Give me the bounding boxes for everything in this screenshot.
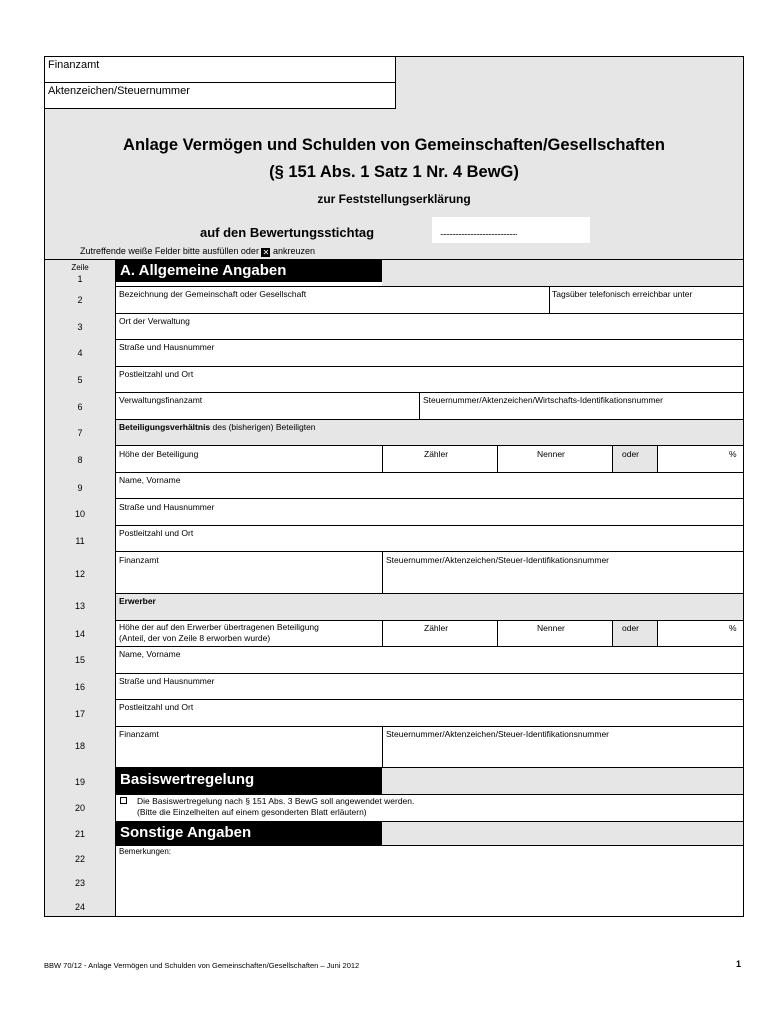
basis-text-2: (Bitte die Einzelheiten auf einem gesonderten Blatt erläutern) bbox=[137, 807, 367, 817]
row-number: 9 bbox=[77, 483, 83, 493]
field-ort-verwaltung: Ort der Verwaltung bbox=[119, 316, 190, 326]
field-hoehe-erwerber-2: (Anteil, der von Zeile 8 erworben wurde) bbox=[119, 633, 271, 643]
beteiligung-rest: des (bisherigen) Beteiligten bbox=[210, 422, 316, 432]
row-number: 6 bbox=[77, 402, 83, 412]
line bbox=[116, 392, 744, 393]
field-name: Name, Vorname bbox=[119, 649, 181, 659]
divider bbox=[419, 392, 420, 419]
page-number: 1 bbox=[736, 959, 742, 969]
line bbox=[116, 313, 744, 314]
row-number: 7 bbox=[77, 428, 83, 438]
field-percent: % bbox=[729, 623, 737, 633]
field-oder: oder bbox=[622, 623, 640, 633]
instruction-b: ankreuzen bbox=[272, 246, 315, 256]
line bbox=[116, 525, 744, 526]
row-number-divider bbox=[115, 259, 116, 916]
row-number: 24 bbox=[74, 902, 85, 912]
row-number: 18 bbox=[74, 741, 85, 751]
field-verwaltungsfinanzamt: Verwaltungsfinanzamt bbox=[119, 395, 203, 405]
field-steuernummer-id: Steuernummer/Aktenzeichen/Steuer-Identifikationsnummer bbox=[386, 729, 609, 739]
line bbox=[116, 767, 744, 768]
field-strasse: Straße und Hausnummer bbox=[119, 342, 215, 352]
field-strasse: Straße und Hausnummer bbox=[119, 676, 215, 686]
divider bbox=[549, 286, 550, 313]
basis-text-1: Die Basiswertregelung nach § 151 Abs. 3 BewG soll angewendet werden. bbox=[137, 796, 415, 806]
field-plz-ort: Postleitzahl und Ort bbox=[119, 369, 194, 379]
row-number: 2 bbox=[77, 295, 83, 305]
line bbox=[116, 551, 744, 552]
row-number: 23 bbox=[74, 878, 85, 888]
row-number: 16 bbox=[74, 682, 85, 692]
field-strasse: Straße und Hausnummer bbox=[119, 502, 215, 512]
row-number: 15 bbox=[74, 655, 85, 665]
line bbox=[116, 620, 744, 621]
divider bbox=[657, 445, 658, 472]
field-hoehe: Höhe der Beteiligung bbox=[119, 449, 199, 459]
line bbox=[116, 673, 744, 674]
field-bemerkungen: Bemerkungen: bbox=[119, 847, 172, 856]
field-nenner: Nenner bbox=[537, 449, 565, 459]
field-zaehler: Zähler bbox=[424, 623, 449, 633]
beteiligung-bold: Beteiligungsverhältnis bbox=[119, 422, 211, 432]
row-number: 19 bbox=[74, 777, 85, 787]
form-subtitle: (§ 151 Abs. 1 Satz 1 Nr. 4 BewG) bbox=[269, 163, 519, 181]
section-sonstige-header: Sonstige Angaben bbox=[116, 822, 382, 845]
checkbox-sample-icon: ✕ bbox=[262, 248, 270, 257]
field-telefon: Tagsüber telefonisch erreichbar unter bbox=[552, 289, 693, 299]
line bbox=[116, 366, 744, 367]
form-subtitle-2: zur Feststellungserklärung bbox=[317, 192, 471, 206]
line bbox=[116, 646, 744, 647]
row-number: 22 bbox=[74, 854, 85, 864]
line bbox=[116, 845, 744, 846]
row-number: 11 bbox=[75, 536, 85, 546]
form-title: Anlage Vermögen und Schulden von Gemeinschaften/Gesellschaften bbox=[123, 136, 665, 154]
instruction-a: Zutreffende weiße Felder bitte ausfüllen oder bbox=[80, 246, 259, 256]
field-zaehler: Zähler bbox=[424, 449, 449, 459]
line bbox=[116, 472, 744, 473]
line bbox=[116, 419, 744, 420]
stichtag-field[interactable] bbox=[432, 217, 590, 243]
line bbox=[116, 339, 744, 340]
row-number: 21 bbox=[74, 829, 85, 839]
finanzamt-box[interactable] bbox=[44, 56, 396, 83]
sonstige-gray bbox=[382, 822, 743, 845]
divider bbox=[497, 620, 498, 646]
field-finanzamt: Finanzamt bbox=[119, 555, 159, 565]
divider bbox=[382, 551, 383, 593]
field-percent: % bbox=[729, 449, 737, 459]
basis-gray bbox=[382, 767, 743, 794]
field-erwerber: Erwerber bbox=[119, 596, 156, 606]
divider bbox=[497, 445, 498, 472]
divider bbox=[657, 620, 658, 646]
section-basis-header: Basiswertregelung bbox=[116, 767, 382, 794]
row-number: 1 bbox=[77, 274, 83, 284]
line bbox=[116, 726, 744, 727]
line bbox=[116, 445, 744, 446]
aktenzeichen-box[interactable] bbox=[44, 82, 396, 109]
line bbox=[116, 699, 744, 700]
aktenzeichen-label: Aktenzeichen/Steuernummer bbox=[48, 85, 190, 97]
field-oder: oder bbox=[622, 449, 640, 459]
field-beteiligung bbox=[119, 422, 316, 432]
field-steuernummer-id: Steuernummer/Aktenzeichen/Steuer-Identifikationsnummer bbox=[386, 555, 609, 565]
divider bbox=[382, 726, 383, 767]
stichtag-label: auf den Bewertungsstichtag bbox=[200, 225, 375, 240]
divider bbox=[612, 445, 613, 472]
erwerber-gray bbox=[116, 593, 743, 620]
line bbox=[116, 593, 744, 594]
divider bbox=[382, 620, 383, 646]
row-number: 10 bbox=[74, 509, 85, 519]
row-number: 4 bbox=[77, 348, 83, 358]
row-number: 20 bbox=[74, 803, 85, 813]
field-plz-ort: Postleitzahl und Ort bbox=[119, 702, 194, 712]
line bbox=[116, 498, 744, 499]
field-hoehe-erwerber-1: Höhe der auf den Erwerber übertragenen Beteiligung bbox=[119, 622, 319, 632]
field-nenner: Nenner bbox=[537, 623, 565, 633]
row-number: 13 bbox=[74, 601, 85, 611]
row-number: 12 bbox=[74, 569, 85, 579]
footer-text: BBW 70/12 - Anlage Vermögen und Schulden von Gemeinschaften/Gesellschaften – Juni 2012 bbox=[44, 961, 360, 970]
field-finanzamt: Finanzamt bbox=[119, 729, 159, 739]
zeile-label: Zeile bbox=[71, 263, 89, 272]
field-bezeichnung: Bezeichnung der Gemeinschaft oder Gesellschaft bbox=[119, 289, 307, 299]
row-number: 17 bbox=[74, 709, 85, 719]
basis-checkbox[interactable] bbox=[120, 797, 127, 804]
instruction-text bbox=[80, 246, 315, 257]
line bbox=[116, 286, 744, 287]
row-number: 14 bbox=[74, 629, 85, 639]
section-a-gray bbox=[382, 260, 743, 286]
finanzamt-label: Finanzamt bbox=[48, 59, 100, 71]
line bbox=[116, 794, 744, 795]
field-steuernummer-wid: Steuernummer/Aktenzeichen/Wirtschafts-Identifikationsnummer bbox=[423, 395, 663, 405]
divider bbox=[382, 445, 383, 472]
field-plz-ort: Postleitzahl und Ort bbox=[119, 528, 194, 538]
row-number: 3 bbox=[77, 322, 83, 332]
line bbox=[116, 821, 744, 822]
field-name: Name, Vorname bbox=[119, 475, 181, 485]
section-a-header: A. Allgemeine Angaben bbox=[116, 260, 382, 282]
divider bbox=[612, 620, 613, 646]
row-number: 5 bbox=[77, 375, 83, 385]
stichtag-value: ................................................... bbox=[440, 227, 517, 237]
row-number: 8 bbox=[77, 455, 83, 465]
